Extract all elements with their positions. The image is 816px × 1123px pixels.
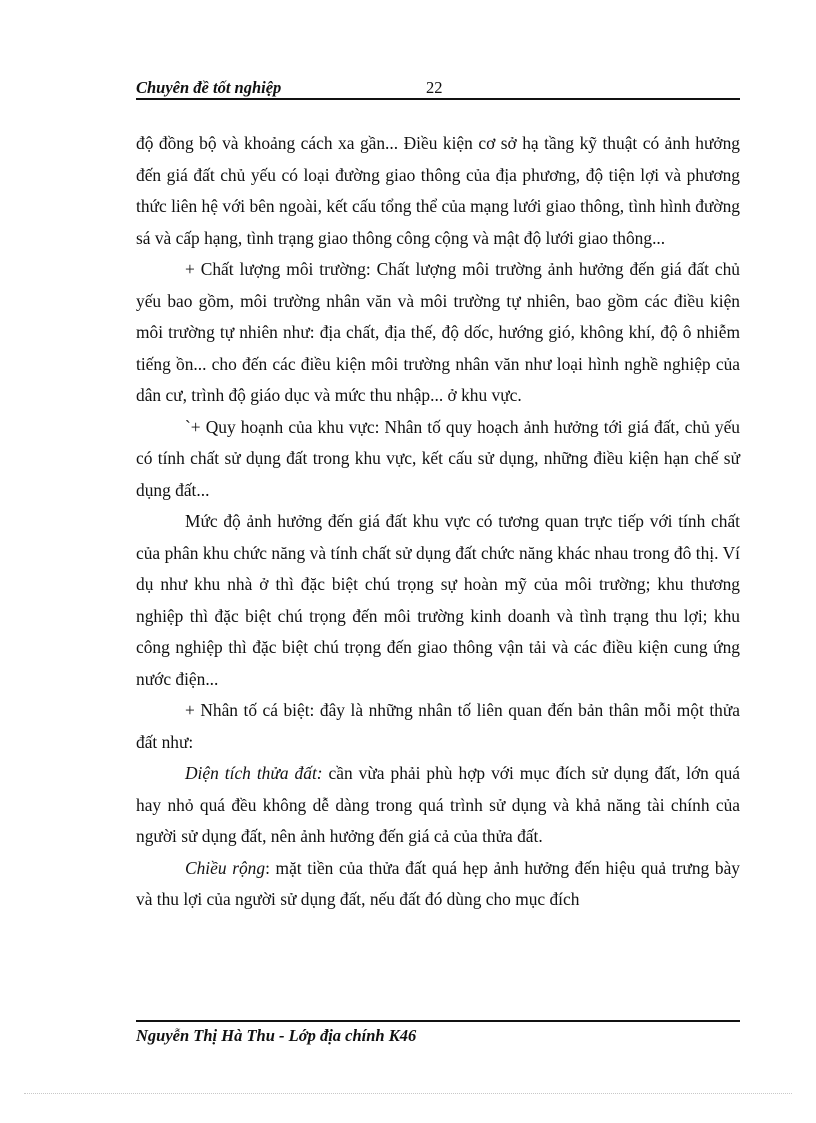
page-number: 22: [426, 78, 443, 97]
page-footer: Nguyễn Thị Hà Thu - Lớp địa chính K46: [136, 1026, 417, 1045]
paragraph-text: Mức độ ảnh hưởng đến giá đất khu vực có tương quan trực tiếp với tính chất của phân khu chức năng và tính chất sử dụng đất chức năng khác nhau trong đô thị. Ví dụ như khu nhà ở thì đặc biệt chú trọng sự hoàn mỹ của môi trường; khu thương nghiệp thì đặc biệt chú trọng đến môi trường kinh doanh và tình trạng thu lợi; khu công nghiệp thì đặc biệt chú trọng đến giao thông vận tải và các điều kiện cung ứng nước điện...: [136, 511, 740, 689]
paragraph-text: + Chất lượng môi trường: Chất lượng môi trường ảnh hưởng đến giá đất chủ yếu bao gồm, môi trường nhân văn và môi trường tự nhiên, bao gồm các điều kiện môi trường tự nhiên như: địa chất, địa thế, độ dốc, hướng gió, không khí, độ ô nhiễm tiếng ồn... cho đến các điều kiện môi trường nhân văn như loại hình nghề nghiệp của dân cư, trình độ giáo dục và mức thu nhập... ở khu vực.: [136, 259, 740, 405]
paragraph-text: cần vừa phải phù hợp với mục đích sử dụng đất, lớn quá hay nhỏ quá đều không dễ dàng trong quá trình sử dụng và khả năng tài chính của người sử dụng đất, nên ảnh hưởng đến giá cả của thửa đất.: [136, 763, 740, 846]
paragraph-text: `+ Quy hoạnh của khu vực: Nhân tố quy hoạch ảnh hưởng tới giá đất, chủ yếu có tính chất sử dụng đất trong khu vực, kết cấu sử dụng, những điều kiện hạn chế sử dụng đất...: [136, 416, 740, 500]
paragraph-infrastructure: [136, 128, 740, 254]
footer-divider: [136, 1020, 740, 1022]
paragraph-lead-term: Diện tích thửa đất:: [185, 763, 323, 783]
paragraph-environment-quality: [136, 254, 740, 412]
page-edge-divider: [24, 1093, 792, 1094]
document-title: Chuyên đề tốt nghiệp: [136, 78, 282, 97]
paragraph-plot-width: [136, 853, 740, 916]
paragraph-individual-factors: [136, 695, 740, 758]
paragraph-impact-level: [136, 506, 740, 695]
paragraph-lead-term: Chiều rộng: [185, 857, 266, 878]
paragraph-plot-area: [136, 758, 740, 853]
page-header: [136, 76, 740, 100]
paragraph-text: độ đồng bộ và khoảng cách xa gần... Điều kiện cơ sở hạ tầng kỹ thuật có ảnh hưởng đến giá đất chủ yếu có loại đường giao thông của địa phương, độ tiện lợi và phương thức liên hệ với bên ngoài, kết cấu tổng thể của mạng lưới giao thông, tình hình đường sá và cấp hạng, tình trạng giao thông công cộng và mật độ lưới giao thông...: [136, 133, 740, 248]
paragraph-text: + Nhân tố cá biệt: đây là những nhân tố liên quan đến bản thân mỗi một thửa đất như:: [136, 700, 740, 752]
body-text: [136, 128, 740, 916]
paragraph-text: : mặt tiền của thửa đất quá hẹp ảnh hưởng đến hiệu quả trưng bày và thu lợi của người sử dụng đất, nếu đất đó dùng cho mục đích: [136, 857, 740, 909]
paragraph-zoning: [136, 412, 740, 507]
